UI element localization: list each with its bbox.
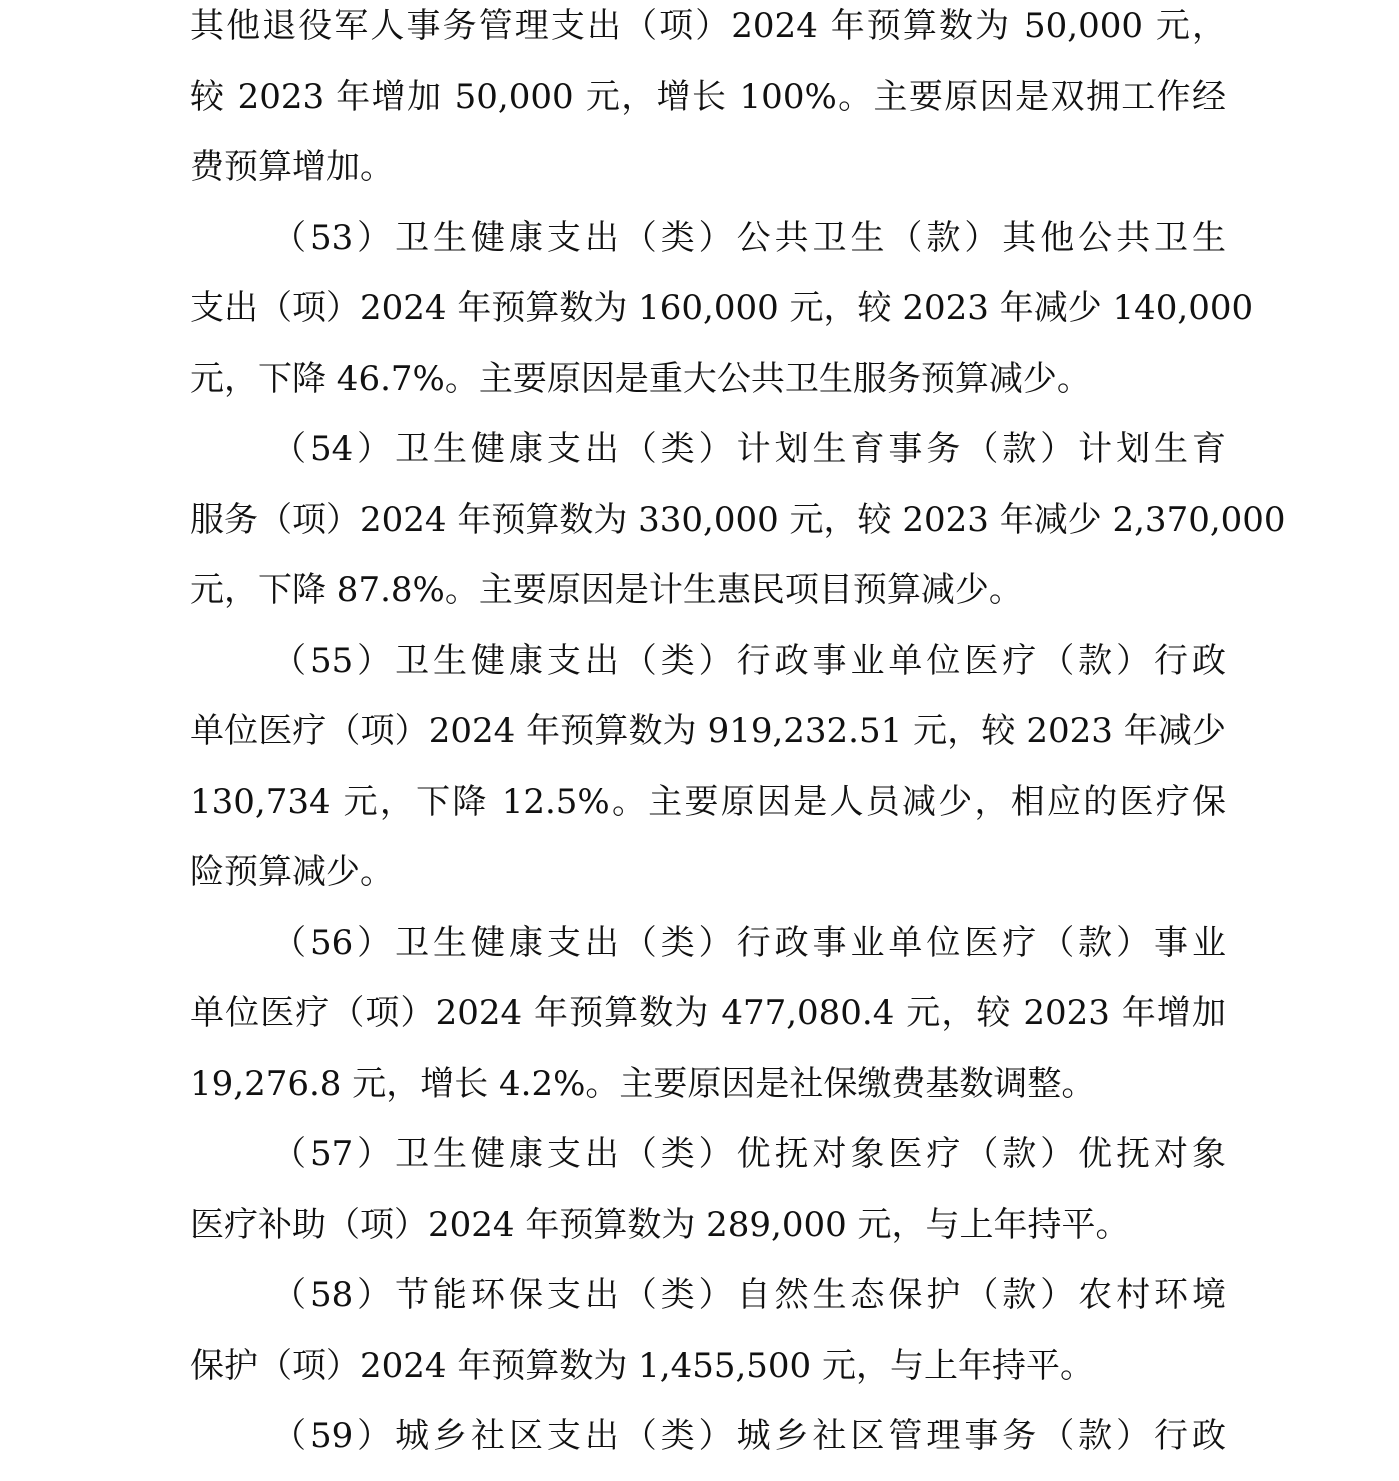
text-line: 单位医疗（项）2024 年预算数为 919,232.51 元，较 2023 年减少 xyxy=(190,711,1226,751)
text-line: 较 2023 年增加 50,000 元，增长 100%。主要原因是双拥工作经 xyxy=(190,76,1226,117)
text-line: 19,276.8 元，增长 4.2%。主要原因是社保缴费基数调整。 xyxy=(190,1063,1096,1104)
text-line: （54）卫生健康支出（类）计划生育事务（款）计划生育 xyxy=(272,429,1226,469)
text-line: 险预算减少。 xyxy=(190,852,394,892)
text-line: （59）城乡社区支出（类）城乡社区管理事务（款）行政 xyxy=(272,1416,1226,1456)
text-line: 元，下降 87.8%。主要原因是计生惠民项目预算减少。 xyxy=(190,570,1023,610)
text-line: 其他退役军人事务管理支出（项）2024 年预算数为 50,000 元， xyxy=(190,6,1226,46)
text-line: 医疗补助（项）2024 年预算数为 289,000 元，与上年持平。 xyxy=(190,1204,1130,1245)
text-line: 保护（项）2024 年预算数为 1,455,500 元，与上年持平。 xyxy=(190,1345,1094,1386)
text-line: （58）节能环保支出（类）自然生态保护（款）农村环境 xyxy=(272,1275,1226,1315)
document-page xyxy=(190,0,1286,1481)
text-line: （56）卫生健康支出（类）行政事业单位医疗（款）事业 xyxy=(272,922,1226,963)
text-line: 单位医疗（项）2024 年预算数为 477,080.4 元，较 2023 年增加 xyxy=(190,993,1226,1033)
text-line: （55）卫生健康支出（类）行政事业单位医疗（款）行政 xyxy=(272,640,1226,681)
text-line: 130,734 元，下降 12.5%。主要原因是人员减少，相应的医疗保 xyxy=(190,781,1226,822)
text-line: （53）卫生健康支出（类）公共卫生（款）其他公共卫生 xyxy=(272,217,1226,258)
text-line: 元，下降 46.7%。主要原因是重大公共卫生服务预算减少。 xyxy=(190,358,1091,399)
text-line: 服务（项）2024 年预算数为 330,000 元，较 2023 年减少 2,370,000 xyxy=(190,499,1286,540)
text-line: （57）卫生健康支出（类）优抚对象医疗（款）优抚对象 xyxy=(272,1134,1226,1174)
text-line: 支出（项）2024 年预算数为 160,000 元，较 2023 年减少 140,000 xyxy=(190,288,1254,328)
text-line: 费预算增加。 xyxy=(190,147,394,187)
